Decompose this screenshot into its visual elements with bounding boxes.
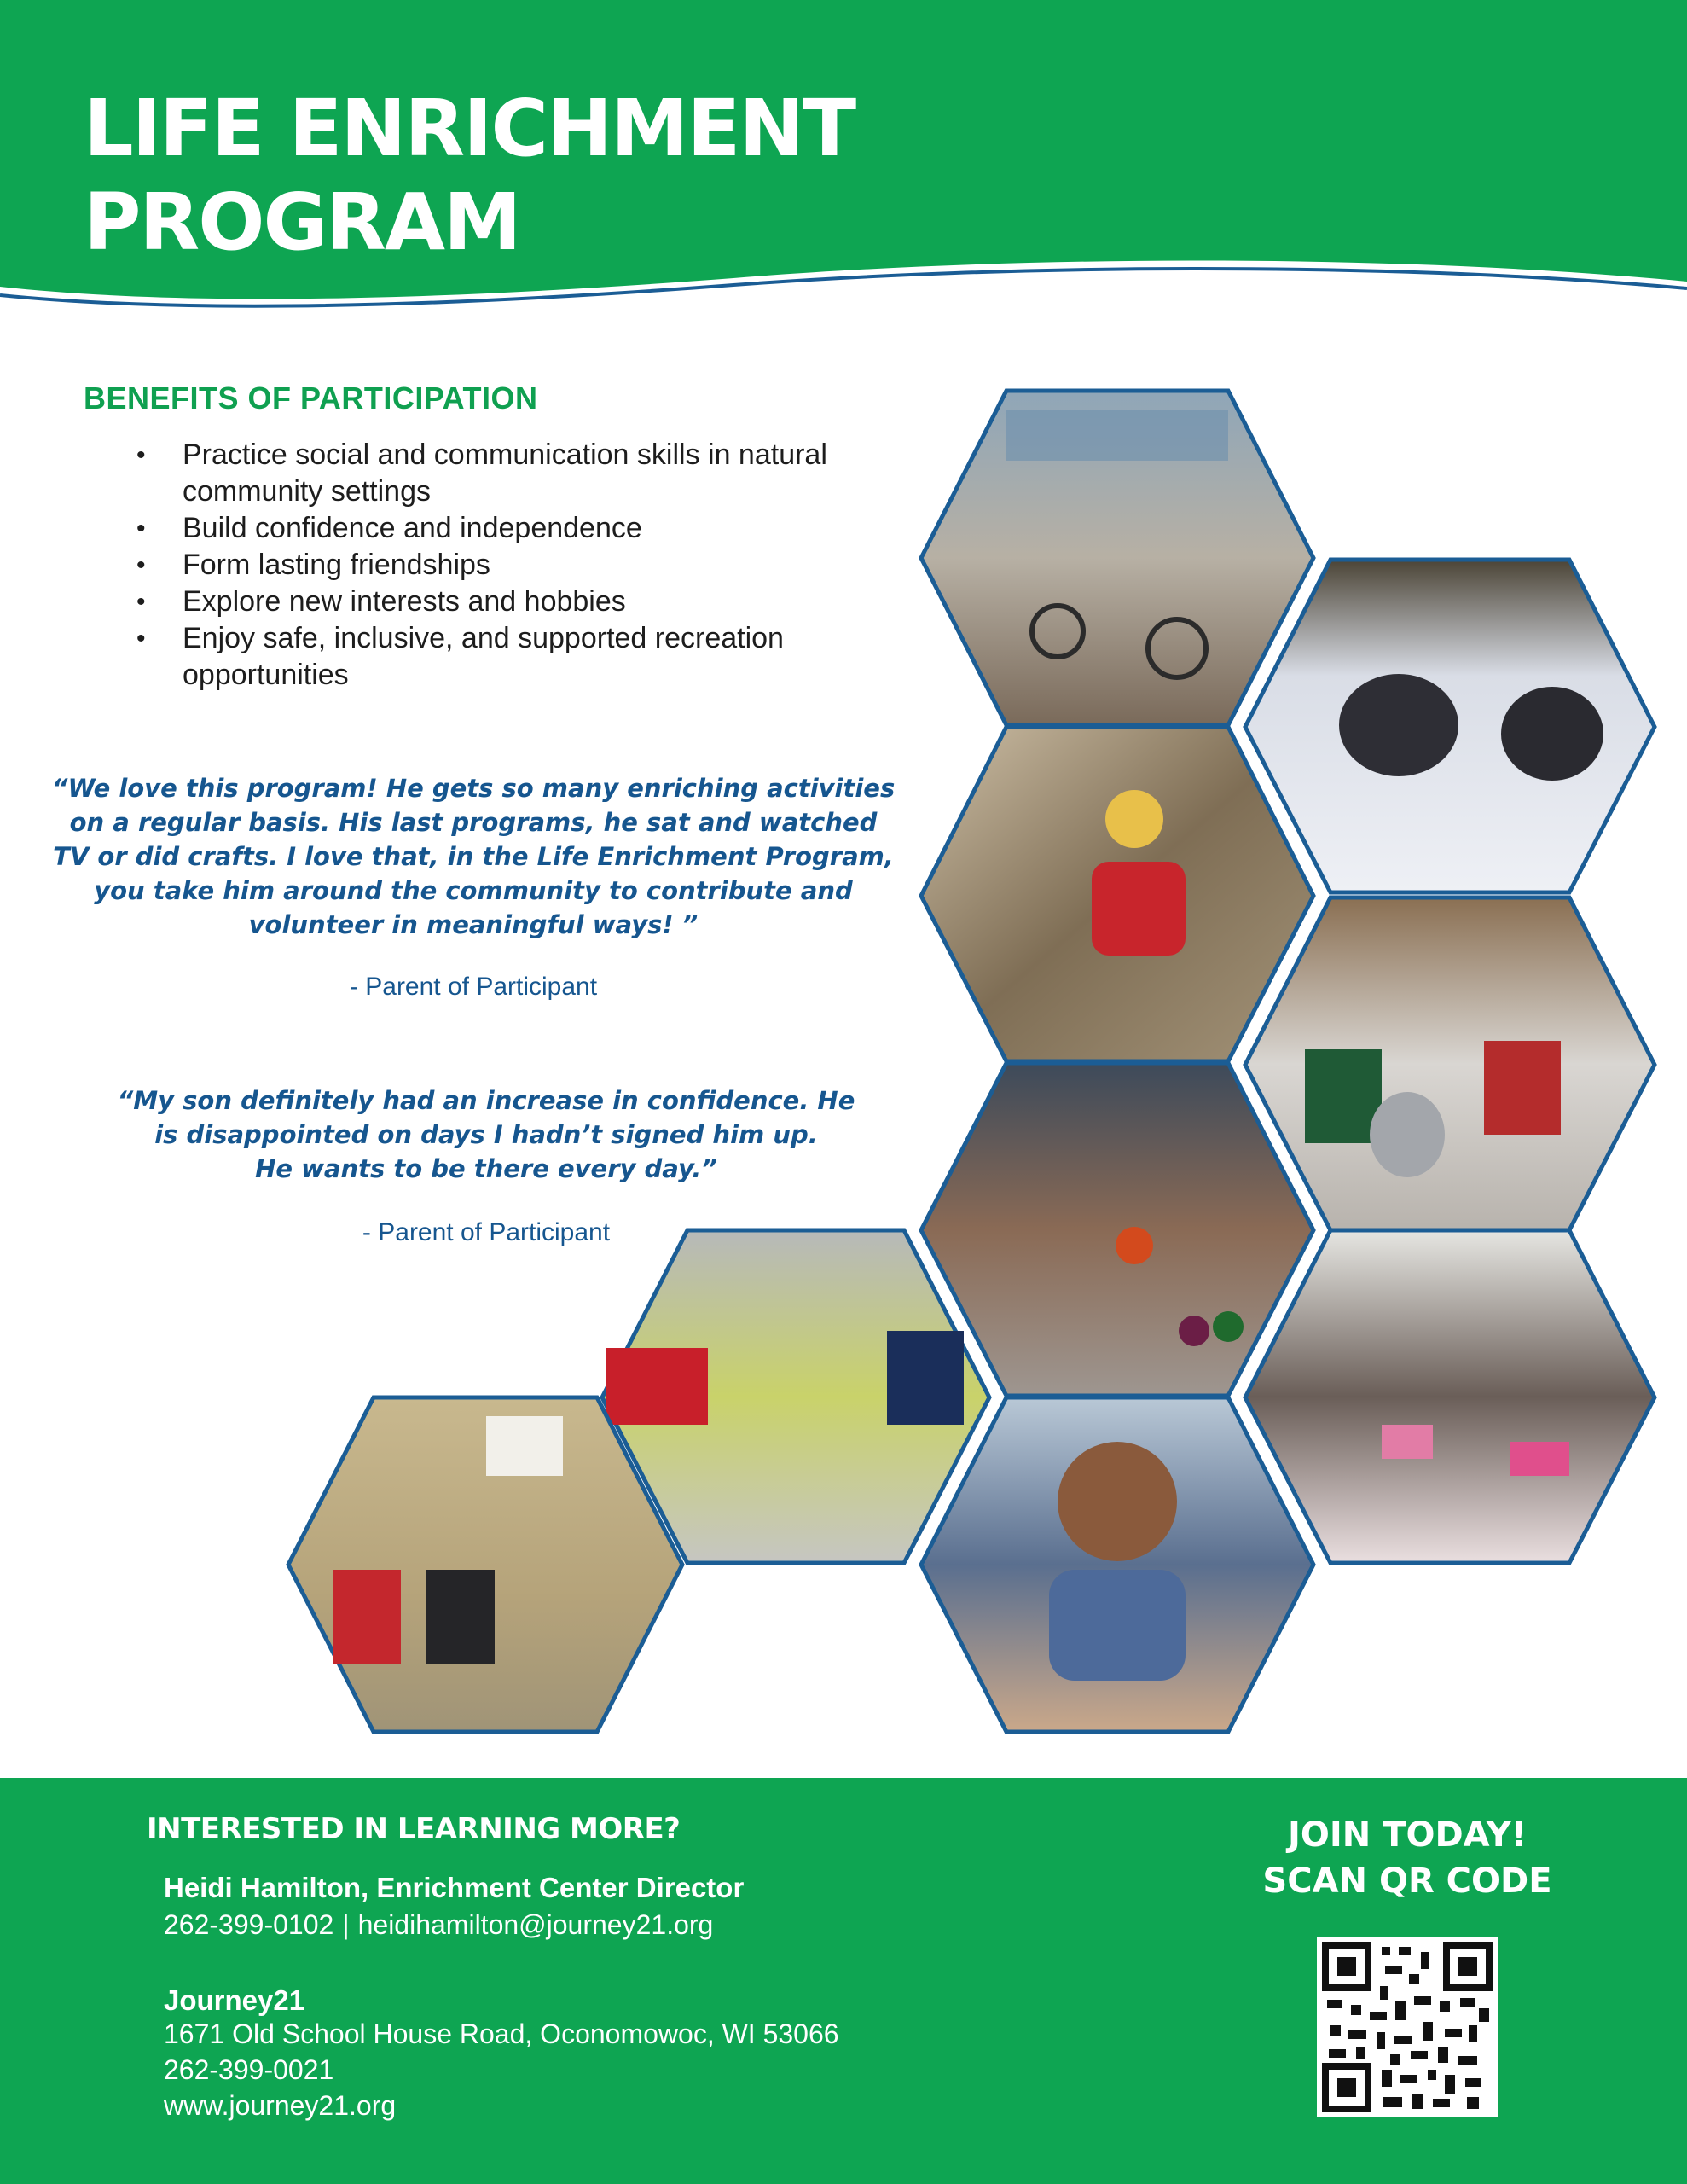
contact-name: Heidi Hamilton, Enrichment Center Director	[164, 1872, 745, 1903]
photo-bowling	[921, 1063, 1313, 1396]
contact-separator: |	[342, 1909, 350, 1940]
photo-detail	[1213, 1311, 1244, 1342]
join-cta	[1228, 1812, 1586, 1904]
photo-detail	[1116, 1227, 1153, 1264]
join-cta-line-1: JOIN TODAY!	[1288, 1815, 1527, 1855]
testimonial-quote-2-line-1: “My son definitely had an increase in confidence. He is disappointed on days I hadn’t signed him up.	[117, 1086, 855, 1149]
benefit-item: • Enjoy safe, inclusive, and supported recreation opportunities	[136, 620, 904, 694]
org-name: Journey21	[164, 1984, 305, 2016]
photo-detail	[1049, 1570, 1186, 1681]
photo-detail	[1484, 1041, 1561, 1135]
photo-detail	[426, 1570, 495, 1664]
qr-code-graphic	[1317, 1937, 1498, 2117]
photo-detail	[1058, 1442, 1177, 1561]
testimonial-attribution-1: - Parent of Participant	[349, 973, 598, 1001]
photo-detail	[887, 1331, 964, 1425]
photo-detail	[606, 1348, 708, 1425]
contact-line	[164, 1908, 713, 1942]
org-phone[interactable]: 262-399-0021	[164, 2054, 334, 2085]
photo-detail	[333, 1570, 401, 1664]
testimonial-quote-1: “We love this program! He gets so many enriching activities on a regular basis. His last programs, he sat and watched TV or did crafts. I love that, in the Life Enrichment Program, you take him around the community to contribute and volunteer in meaningful ways! ”	[51, 774, 896, 939]
join-cta-line-2: SCAN QR CODE	[1262, 1862, 1552, 1901]
photo-detail	[1382, 1425, 1433, 1459]
org-website-link[interactable]: www.journey21.org	[164, 2090, 397, 2121]
photo-crafts-table	[1245, 1230, 1655, 1563]
benefit-item: • Explore new interests and hobbies	[136, 584, 904, 620]
photo-detail	[1510, 1442, 1569, 1476]
contact-email[interactable]: heidihamilton@journey21.org	[357, 1909, 714, 1940]
footer-heading: INTERESTED IN LEARNING MORE?	[147, 1812, 681, 1846]
contact-phone[interactable]: 262-399-0102	[164, 1909, 334, 1940]
testimonial-quote-2-line-2: He wants to be there every day.”	[255, 1154, 717, 1183]
photo-detail	[486, 1416, 563, 1476]
photo-detail	[1179, 1316, 1209, 1346]
photo-detail	[1105, 790, 1163, 848]
org-address: 1671 Old School House Road, Oconomowoc, WI 53066	[164, 2018, 839, 2049]
photo-detail	[1092, 862, 1186, 956]
benefit-item: • Practice social and communication skills in natural community settings	[136, 437, 904, 510]
photo-detail	[1006, 410, 1228, 461]
qr-code-icon[interactable]	[1317, 1937, 1498, 2117]
photo-detail	[1370, 1092, 1445, 1177]
benefit-item: • Form lasting friendships	[136, 547, 904, 584]
page-title-line-1: LIFE ENRICHMENT	[84, 83, 855, 174]
photo-salvation-army	[288, 1397, 682, 1732]
testimonial-attribution-2: - Parent of Participant	[362, 1218, 611, 1246]
benefit-item: • Build confidence and independence	[136, 510, 904, 547]
page-title-line-2: PROGRAM	[84, 177, 520, 268]
benefits-heading: BENEFITS OF PARTICIPATION	[84, 380, 538, 415]
photo-detail	[1339, 674, 1458, 776]
photo-detail	[1501, 687, 1603, 781]
